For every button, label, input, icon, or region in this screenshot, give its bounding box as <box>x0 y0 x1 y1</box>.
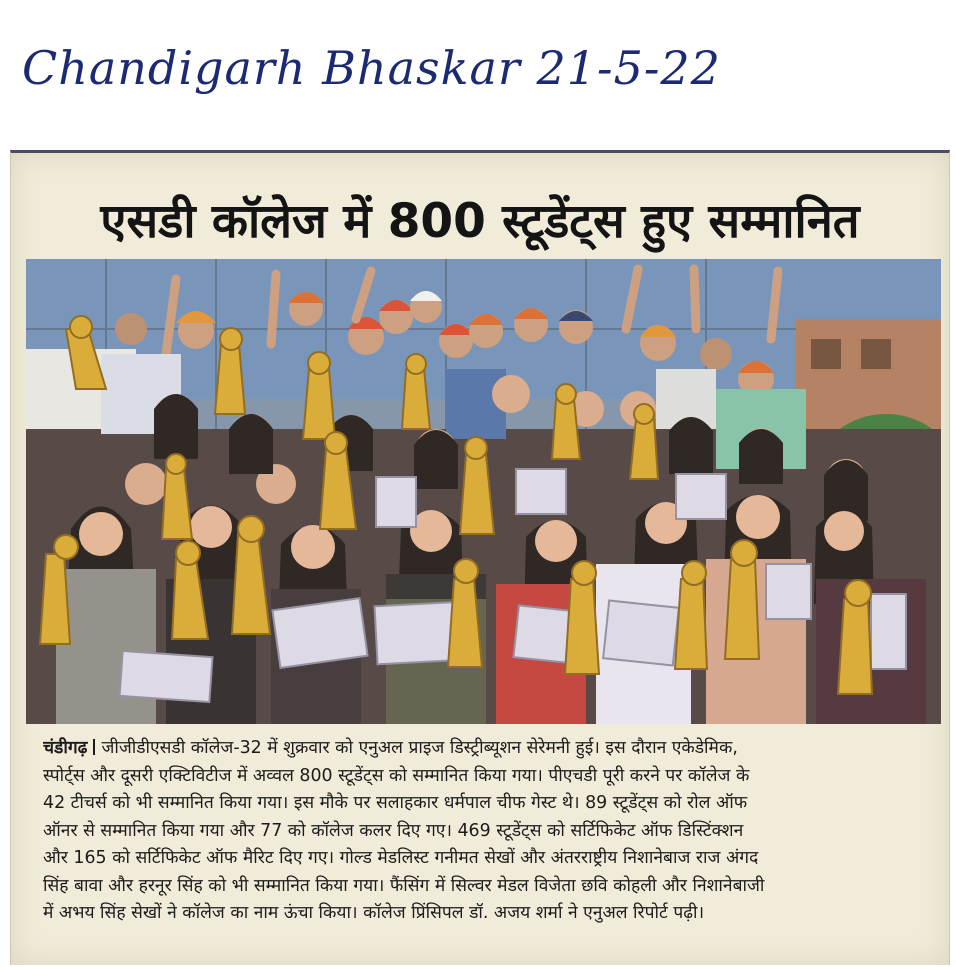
article-body-line-4: ऑनर से सम्मानित किया गया और 77 को कॉलेज कलर दिए गए। 469 स्टूडेंट्स को सर्टिफिकेट ऑफ डिस्टिंक्शन <box>43 820 744 841</box>
dateline: चंडीगढ़ <box>43 738 88 758</box>
handwritten-annotation <box>20 28 780 108</box>
article-body <box>43 735 929 960</box>
article-photo <box>26 259 941 724</box>
newspaper-clipping <box>10 150 950 965</box>
dateline-separator <box>93 739 95 755</box>
article-body-line-5: और 165 को सर्टिफिकेट ऑफ मैरिट दिए गए। गोल्ड मेडलिस्ट गनीमत सेखों और अंतरराष्ट्रीय निशानेबाज राज अंगद <box>43 848 759 868</box>
handwritten-source-date: Chandigarh Bhaskar 21-5-22 <box>22 41 721 95</box>
article-headline: एसडी कॉलेज में 800 स्टूडेंट्स हुए सम्मानित <box>100 194 860 249</box>
article-body-line-6: सिंह बावा और हरनूर सिंह को भी सम्मानित किया गया। फैंसिंग में सिल्वर मेडल विजेता छवि कोहली और निशानेबाजी <box>43 875 765 896</box>
article-body-line-2: स्पोर्ट्स और दूसरी एक्टिविटीज में अव्वल 800 स्टूडेंट्स को सम्मानित किया गया। पीएचडी पूरी करने पर कॉलेज के <box>43 765 750 786</box>
article-body-line-3: 42 टीचर्स को भी सम्मानित किया गया। इस मौके पर सलाहकार धर्मपाल चीफ गेस्ट थे। 89 स्टूडेंट्स को रोल ऑफ <box>43 793 748 813</box>
article-body-line-7: में अभय सिंह सेखों ने कॉलेज का नाम ऊंचा किया। कॉलेज प्रिंसिपल डॉ. अजय शर्मा ने एनुअल रिपोर्ट पढ़ी। <box>43 903 705 923</box>
group-photo-illustration <box>26 259 941 724</box>
article-body-line-1 <box>43 735 929 763</box>
article-body-text: जीजीडीएसडी कॉलेज-32 में शुक्रवार को एनुअल प्राइज डिस्ट्रीब्यूशन सेरेमनी हुई। इस दौरान एकेडेमिक, <box>101 738 738 758</box>
